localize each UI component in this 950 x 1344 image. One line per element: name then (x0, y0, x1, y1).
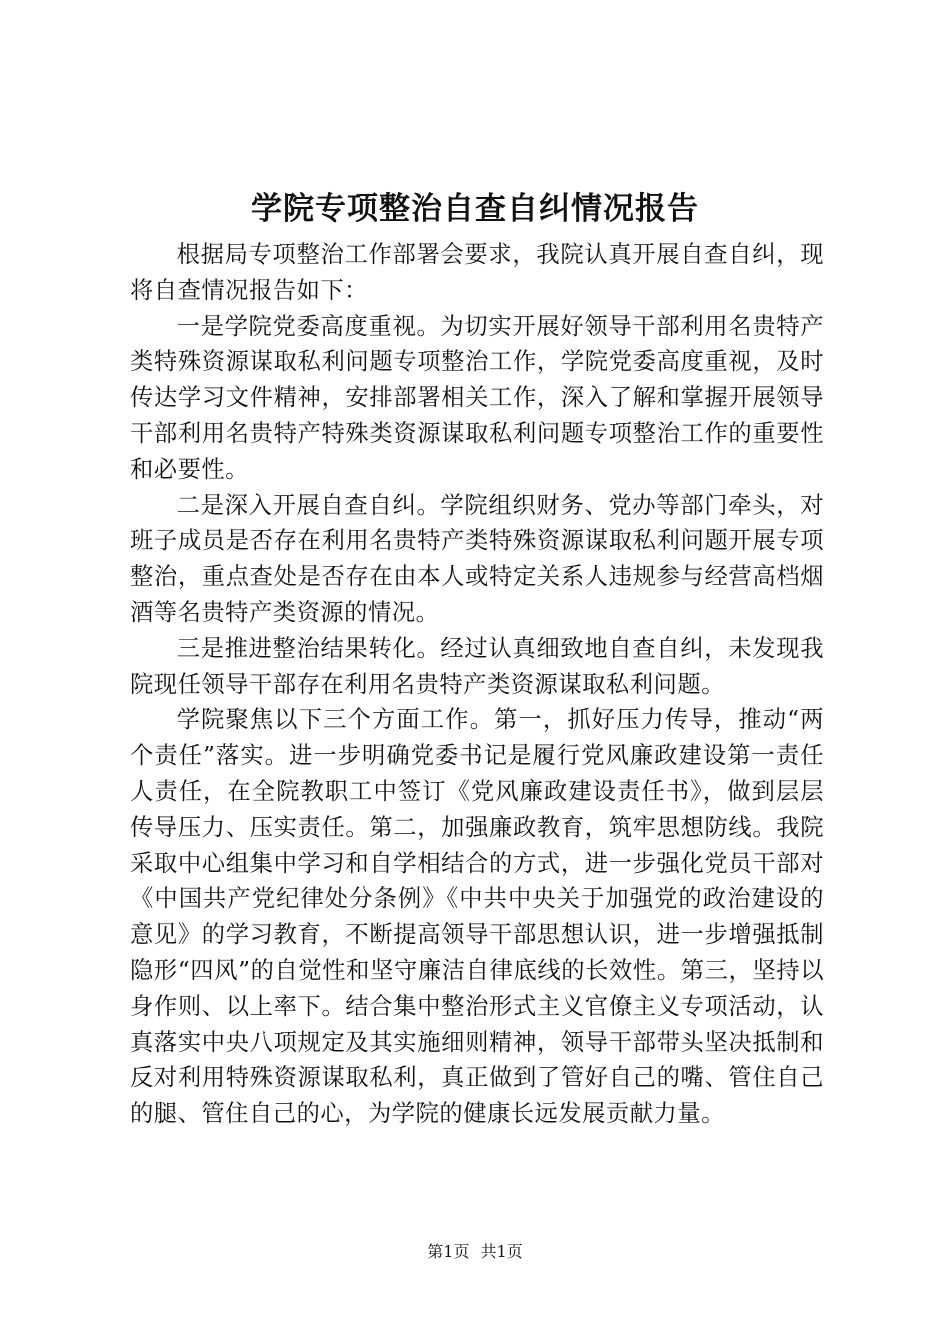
paragraph-focus-areas: 学院聚焦以下三个方面工作。第一，抓好压力传导，推动“两个责任”落实。进一步明确党委书记是履行党风廉政建设第一责任人责任，在全院教职工中签订《党风廉政建设责任书》，做到层层传导压力、压实责任。第二，加强廉政教育，筑牢思想防线。我院采取中心组集中学习和自学相结合的方式，进一步强化党员干部对《中国共产党纪律处分条例》《中共中央关于加强党的政治建设的意见》的学习教育，不断提高领导干部思想认识，进一步增强抵制隐形“四风”的自觉性和坚守廉洁自律底线的长效性。第三，坚持以身作则、以上率下。结合集中整治形式主义官僚主义专项活动，认真落实中央八项规定及其实施细则精神，领导干部带头坚决抵制和反对利用特殊资源谋取私利，真正做到了管好自己的嘴、管住自己的腿、管住自己的心，为学院的健康长远发展贡献力量。 (130, 706, 824, 1128)
page-footer (0, 1240, 950, 1264)
paragraph-point-two: 二是深入开展自查自纠。学院组织财务、党办等部门牵头，对班子成员是否存在利用名贵特产类特殊资源谋取私利问题开展专项整治，重点查处是否存在由本人或特定关系人违规参与经营高档烟酒等名贵特产类资源的情况。 (130, 491, 824, 626)
page-number: 第1页 (427, 1242, 470, 1261)
page-title: 学院专项整治自查自纠情况报告 (251, 191, 699, 227)
document-body (130, 237, 824, 1132)
paragraph-point-three: 三是推进整治结果转化。经过认真细致地自查自纠，未发现我院现任领导干部存在利用名贵特产类资源谋取私利问题。 (130, 634, 824, 698)
paragraph-intro: 根据局专项整治工作部署会要求，我院认真开展自查自纠，现将自查情况报告如下： (130, 241, 824, 304)
paragraph-point-one: 一是学院党委高度重视。为切实开展好领导干部利用名贵特产类特殊资源谋取私利问题专项整治工作，学院党委高度重视，及时传达学习文件精神，安排部署相关工作，深入了解和掌握开展领导干部利用名贵特产特殊类资源谋取私利问题专项整治工作的重要性和必要性。 (130, 312, 824, 483)
page-total: 共1页 (480, 1242, 523, 1261)
